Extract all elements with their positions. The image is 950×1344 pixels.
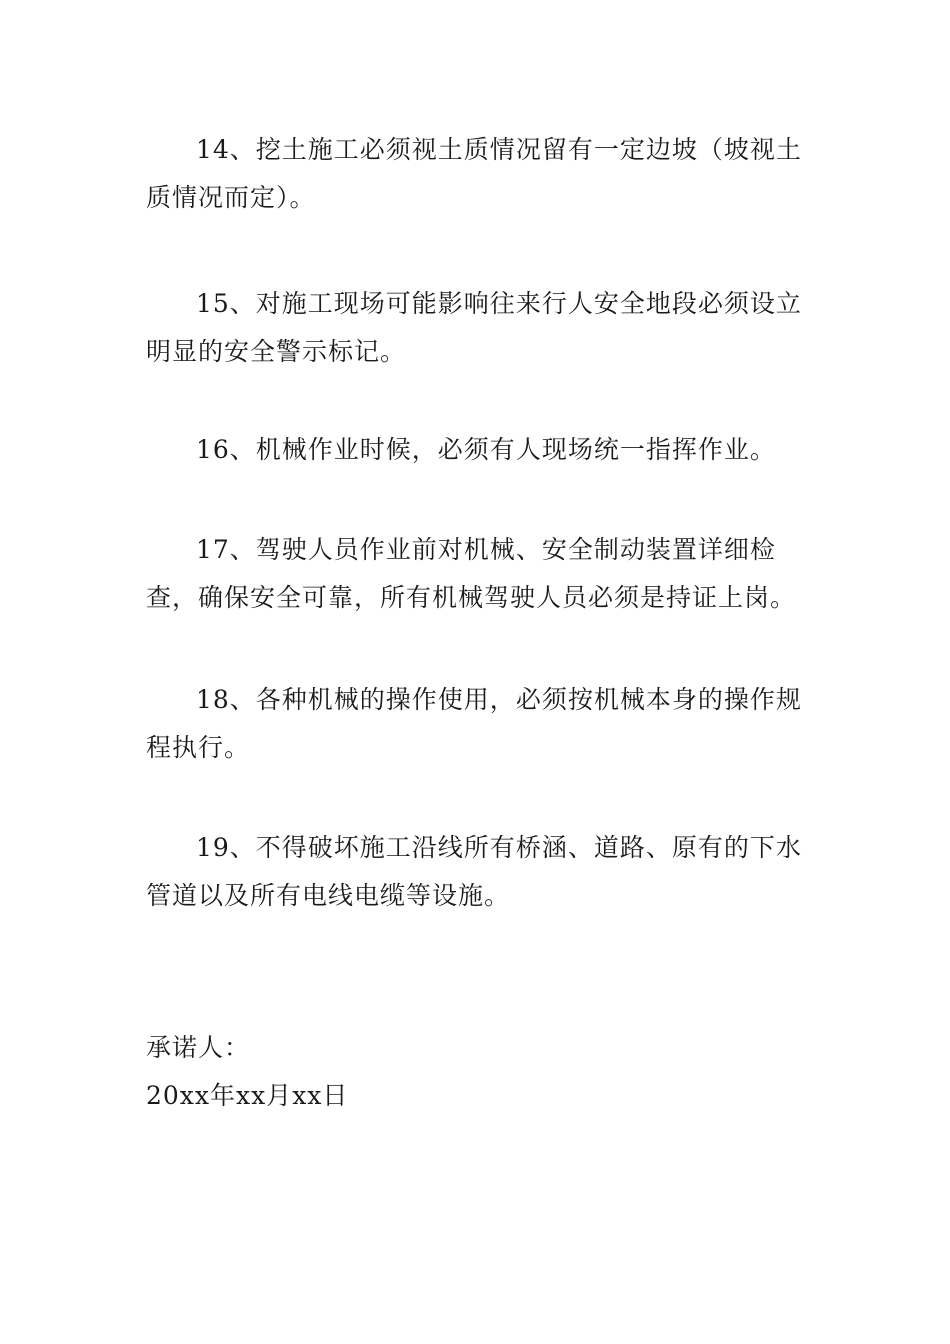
paragraph-item-19: 19、不得破坏施工沿线所有桥涵、道路、原有的下水管道以及所有电线电缆等设施。 (146, 833, 802, 910)
paragraph-item-18: 18、各种机械的操作使用，必须按机械本身的操作规程执行。 (146, 685, 802, 762)
signature-date: 20xx年xx月xx日 (146, 1081, 349, 1110)
paragraph-item-14: 14、挖土施工必须视土质情况留有一定边坡（坡视土质情况而定）。 (146, 135, 802, 212)
signature-label: 承诺人： (146, 1033, 251, 1062)
paragraph-item-15: 15、对施工现场可能影响往来行人安全地段必须设立明显的安全警示标记。 (146, 289, 802, 366)
paragraph-item-16: 16、机械作业时候，必须有人现场统一指挥作业。 (196, 435, 776, 464)
paragraph-item-17: 17、驾驶人员作业前对机械、安全制动装置详细检查，确保安全可靠，所有机械驾驶人员必须是持证上岗。 (146, 535, 797, 612)
